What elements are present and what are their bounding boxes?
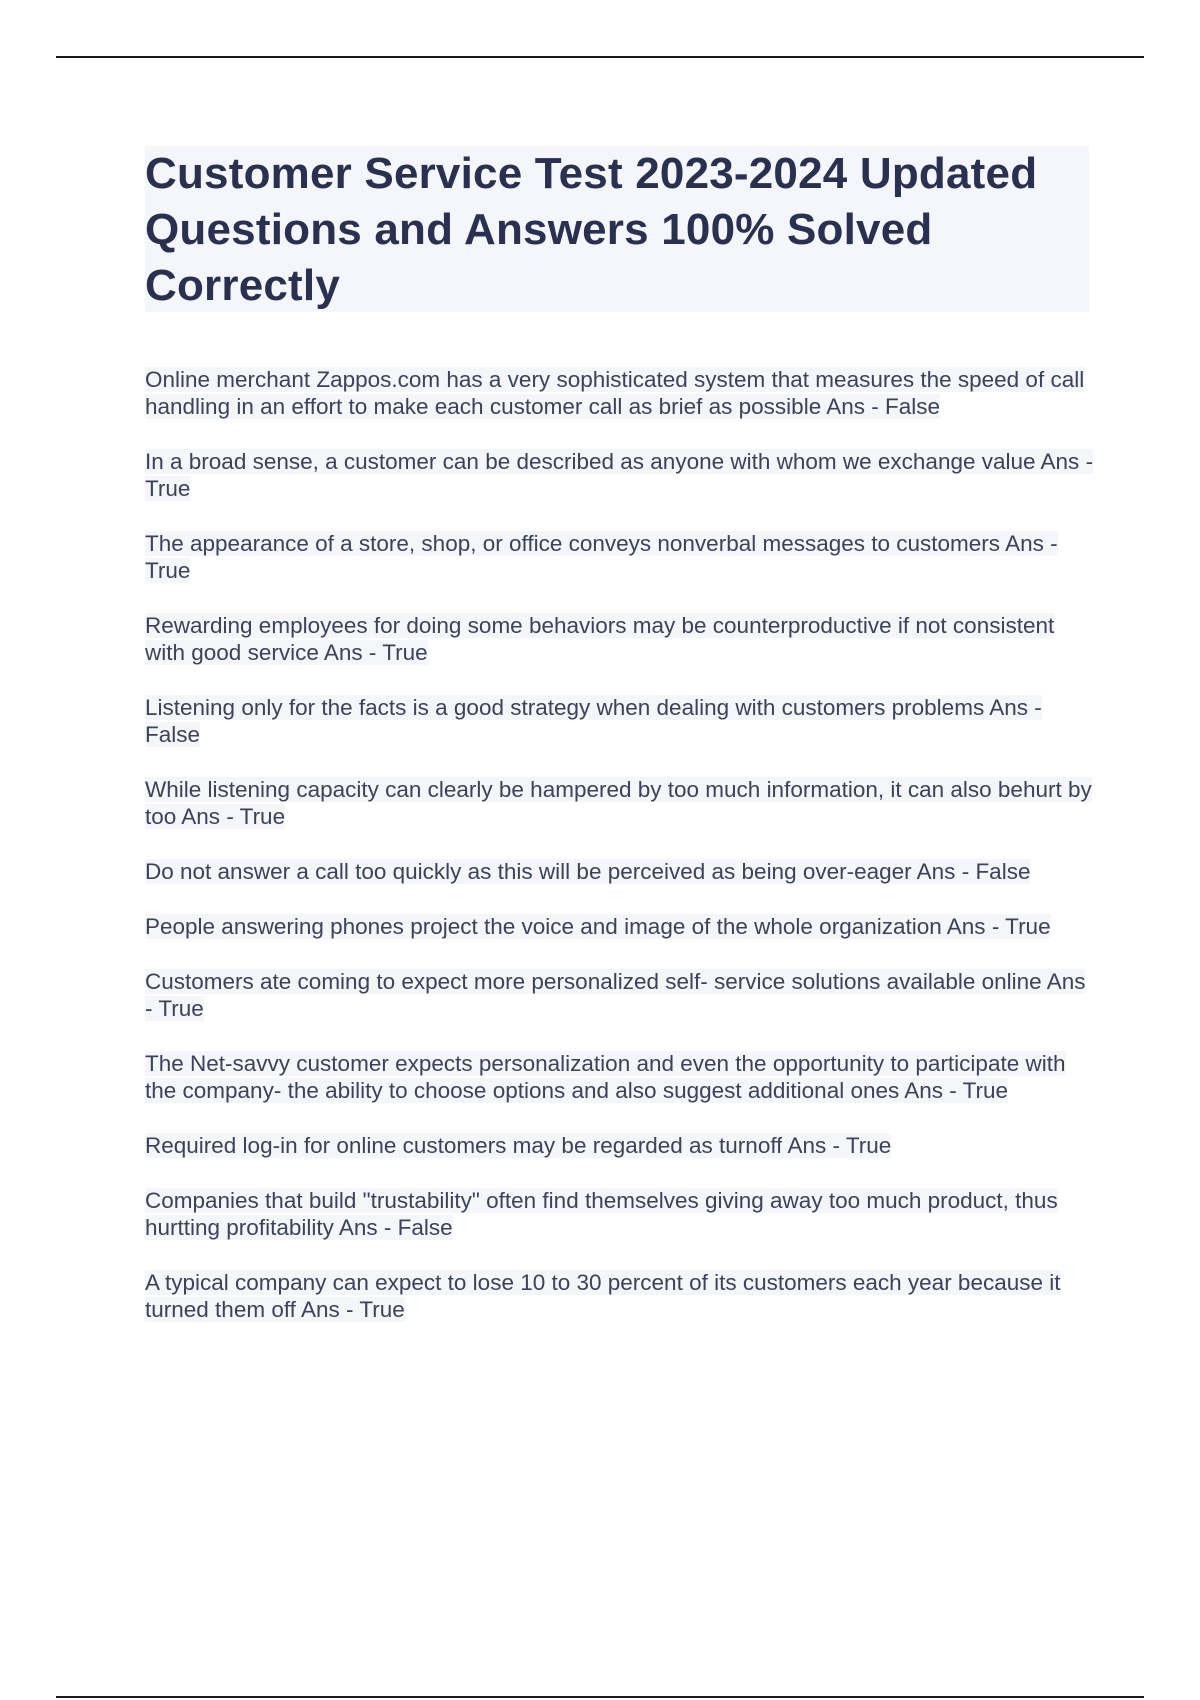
question-text: Customers ate coming to expect more personalized self- service solutions available online bbox=[145, 969, 1042, 994]
question-item bbox=[145, 530, 1095, 584]
answer-prefix: Ans - bbox=[899, 1078, 963, 1103]
question-item bbox=[145, 968, 1095, 1022]
question-item bbox=[145, 1132, 1095, 1159]
answer-prefix: Ans - bbox=[1035, 449, 1094, 474]
question-item bbox=[145, 776, 1095, 830]
question-text: Do not answer a call too quickly as this will be perceived as being over-eager bbox=[145, 859, 912, 884]
question-item bbox=[145, 1187, 1095, 1241]
header-rule bbox=[56, 56, 1144, 58]
question-text: While listening capacity can clearly be hampered by too much information, it can also behurt by too bbox=[145, 777, 1092, 829]
answer-prefix: Ans - bbox=[1000, 531, 1058, 556]
document-title: Customer Service Test 2023-2024 Updated Questions and Answers 100% Solved Correctly bbox=[145, 149, 1038, 310]
question-text: Rewarding employees for doing some behaviors may be counterproductive if not consistent with good service bbox=[145, 613, 1055, 665]
question-text: A typical company can expect to lose 10 to 30 percent of its customers each year because it turned them off bbox=[145, 1270, 1061, 1322]
question-text: Companies that build "trustability" often find themselves giving away too much product, thus hurtting profitability bbox=[145, 1188, 1058, 1240]
answer-value: False bbox=[885, 394, 941, 419]
question-text: Required log-in for online customers may be regarded as turnoff bbox=[145, 1133, 783, 1158]
question-list bbox=[145, 366, 1095, 1351]
answer-prefix: Ans - bbox=[941, 914, 1006, 939]
question-item bbox=[145, 694, 1095, 748]
question-text: People answering phones project the voice and image of the whole organization bbox=[145, 914, 942, 939]
answer-prefix: Ans - bbox=[318, 640, 383, 665]
answer-prefix: Ans - bbox=[176, 804, 240, 829]
footer-rule bbox=[56, 1696, 1144, 1698]
answer-value: True bbox=[239, 804, 286, 829]
answer-prefix: Ans - bbox=[911, 859, 976, 884]
question-text: The appearance of a store, shop, or office conveys nonverbal messages to customers bbox=[145, 531, 1001, 556]
question-text: In a broad sense, a customer can be described as anyone with whom we exchange value bbox=[145, 449, 1036, 474]
answer-prefix: Ans - bbox=[333, 1215, 398, 1240]
question-item bbox=[145, 366, 1095, 420]
answer-value: True bbox=[145, 558, 191, 583]
answer-value: True bbox=[158, 996, 204, 1021]
question-item bbox=[145, 448, 1095, 502]
question-item bbox=[145, 1050, 1095, 1104]
question-item bbox=[145, 612, 1095, 666]
answer-value: False bbox=[145, 722, 201, 747]
answer-value: False bbox=[397, 1215, 453, 1240]
question-text: Listening only for the facts is a good strategy when dealing with customers problems bbox=[145, 695, 985, 720]
answer-value: True bbox=[962, 1078, 1009, 1103]
question-item bbox=[145, 1269, 1095, 1323]
answer-value: False bbox=[975, 859, 1031, 884]
answer-prefix: Ans - bbox=[295, 1297, 360, 1322]
answer-prefix: Ans - bbox=[782, 1133, 846, 1158]
answer-value: True bbox=[359, 1297, 405, 1322]
title-block bbox=[145, 146, 1089, 312]
answer-value: True bbox=[382, 640, 428, 665]
answer-value: True bbox=[845, 1133, 892, 1158]
answer-prefix: Ans - bbox=[821, 394, 885, 419]
answer-prefix: Ans - bbox=[984, 695, 1042, 720]
answer-prefix: Ans - bbox=[145, 969, 1086, 1021]
question-item bbox=[145, 913, 1095, 940]
answer-value: True bbox=[145, 476, 191, 501]
question-item bbox=[145, 858, 1095, 885]
question-text: Online merchant Zappos.com has a very sophisticated system that measures the speed of call handling in an effort to make each customer call as brief as possible bbox=[145, 367, 1085, 419]
question-text: The Net-savvy customer expects personalization and even the opportunity to participate with the company- the ability to choose options and also suggest additional ones bbox=[145, 1051, 1066, 1103]
answer-value: True bbox=[1005, 914, 1051, 939]
